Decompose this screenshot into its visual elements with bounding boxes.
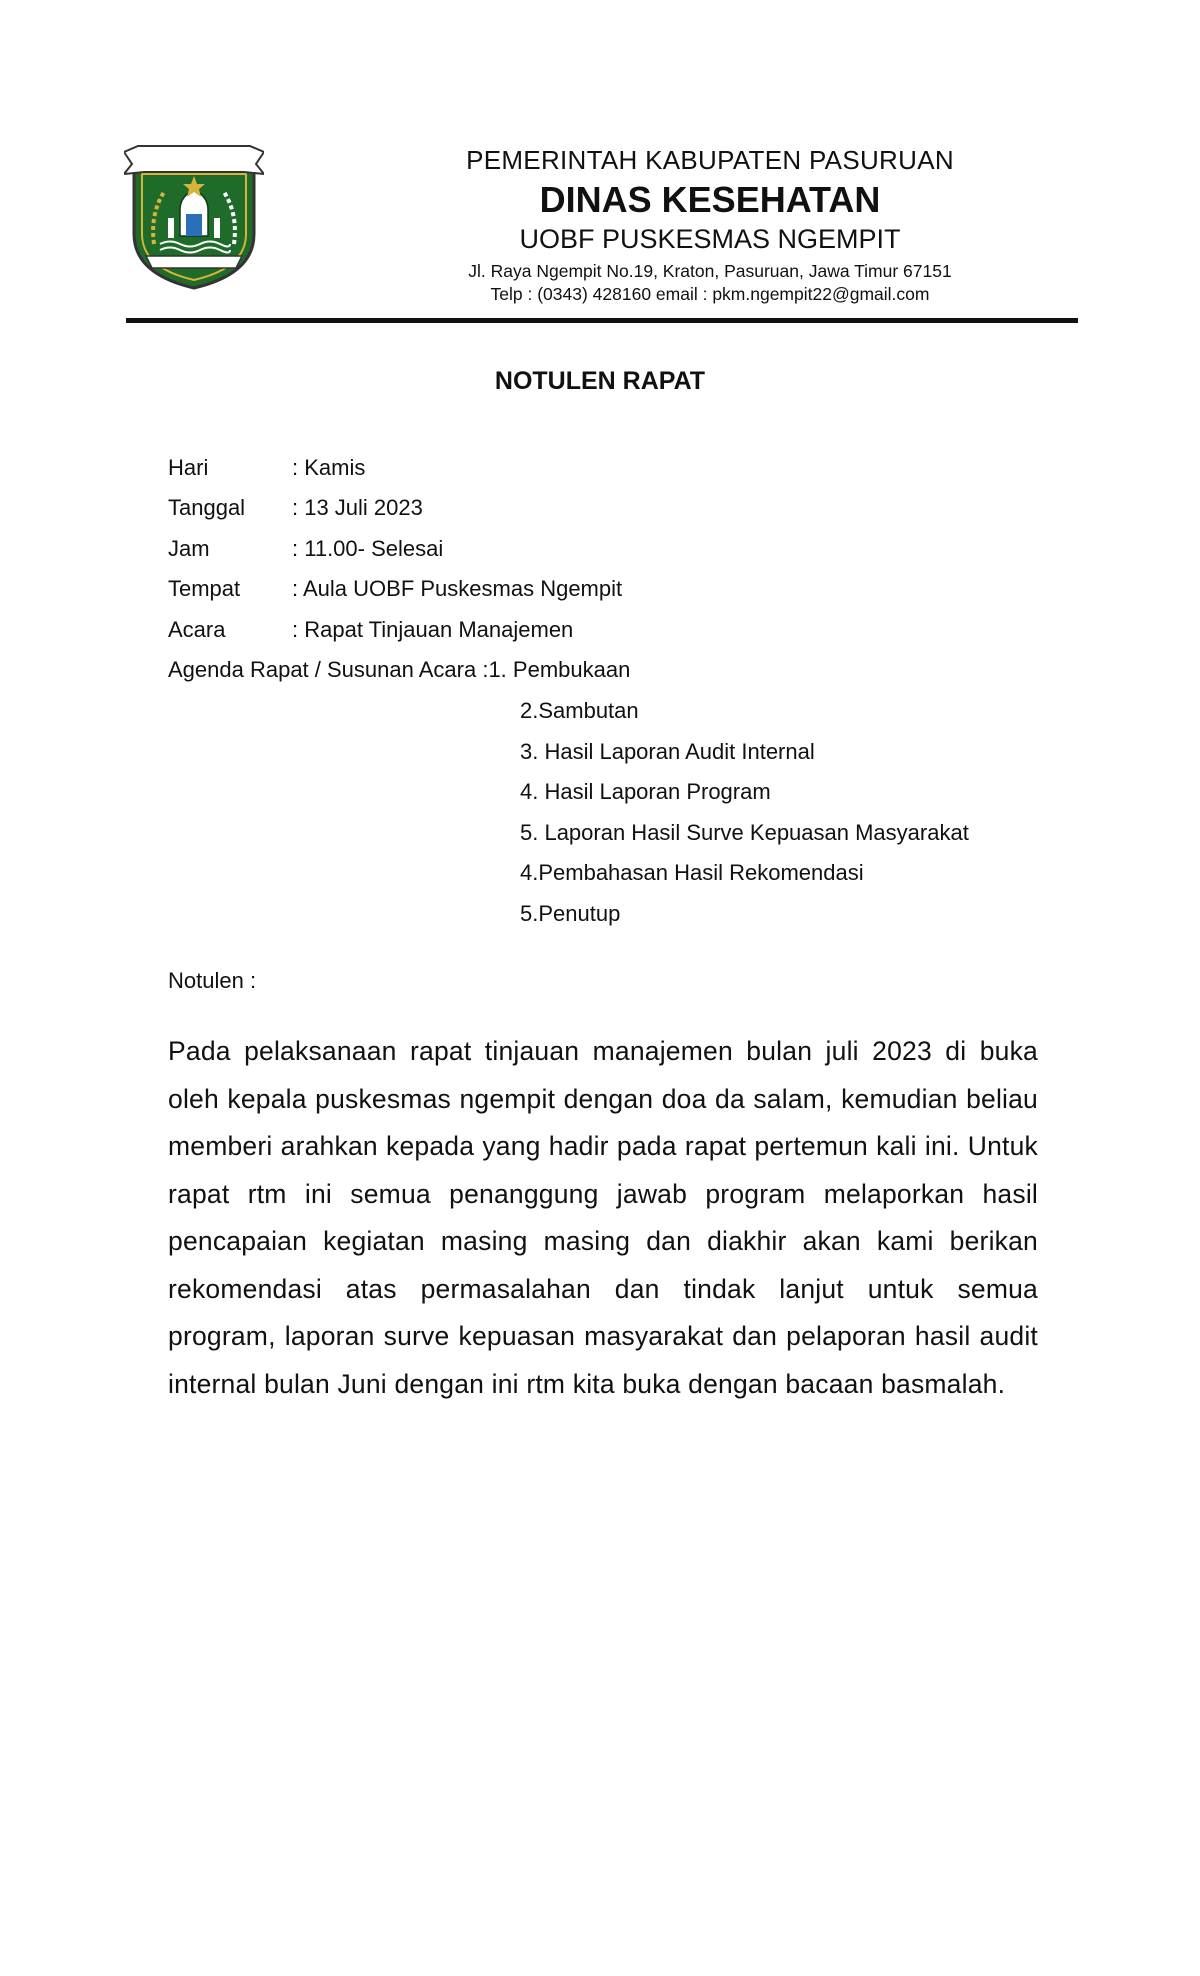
info-value: : Aula UOBF Puskesmas Ngempit: [292, 576, 623, 601]
agenda-heading: Agenda Rapat / Susunan Acara :1. Pembukaan: [168, 657, 631, 682]
info-row-day: [168, 454, 365, 482]
unit-name: UOBF PUSKESMAS NGEMPIT: [519, 224, 901, 254]
info-value: : Kamis: [292, 455, 366, 480]
info-label: Hari: [168, 455, 209, 480]
agenda-item: 3. Hasil Laporan Audit Internal: [520, 739, 815, 764]
info-label: Tempat: [168, 576, 241, 601]
agenda-item: 5.Penutup: [520, 901, 621, 926]
info-row-date: [168, 494, 423, 522]
info-value: : 13 Juli 2023: [292, 495, 423, 520]
department-name: DINAS KESEHATAN: [539, 179, 881, 220]
address: Jl. Raya Ngempit No.19, Kraton, Pasuruan, Jawa Timur 67151: [468, 261, 952, 281]
contact-info: Telp : (0343) 428160 email : pkm.ngempit22@gmail.com: [490, 284, 930, 304]
letterhead: [280, 142, 1140, 306]
info-value: : 11.00- Selesai: [292, 536, 444, 561]
info-value: : Rapat Tinjauan Manajemen: [292, 617, 574, 642]
info-row-event: [168, 616, 573, 644]
kabupaten-pasuruan-logo: [124, 144, 264, 290]
header-divider: [126, 318, 1078, 323]
info-label: Acara: [168, 617, 226, 642]
agenda-item: 5. Laporan Hasil Surve Kepuasan Masyarakat: [520, 820, 969, 845]
agenda-item: 4. Hasil Laporan Program: [520, 779, 771, 804]
info-label: Jam: [168, 536, 210, 561]
agenda-item: 4.Pembahasan Hasil Rekomendasi: [520, 860, 864, 885]
notulen-label: Notulen :: [168, 968, 257, 993]
notulen-paragraph: Pada pelaksanaan rapat tinjauan manajemen bulan juli 2023 di buka oleh kepala puskesmas ngempit dengan doa da salam, kemudian beliau memberi arahkan kepada yang hadir pada rapat pertemun kali ini. Untuk rapat rtm ini semua penanggung jawab program melaporkan hasil pencapaian kegiatan masing masing dan diakhir akan kami berikan rekomendasi atas permasalahan dan tindak lanjut untuk semua program, laporan surve kepuasan masyarakat dan pelaporan hasil audit internal bulan Juni dengan ini rtm kita buka dengan bacaan basmalah.: [168, 1036, 1038, 1399]
crest-icon: [124, 144, 264, 290]
document-title: NOTULEN RAPAT: [494, 367, 706, 395]
info-row-place: [168, 575, 622, 603]
info-label: Tanggal: [168, 495, 246, 520]
government-name: PEMERINTAH KABUPATEN PASURUAN: [466, 145, 954, 175]
agenda-item: 2.Sambutan: [520, 698, 639, 723]
info-row-time: [168, 535, 443, 563]
